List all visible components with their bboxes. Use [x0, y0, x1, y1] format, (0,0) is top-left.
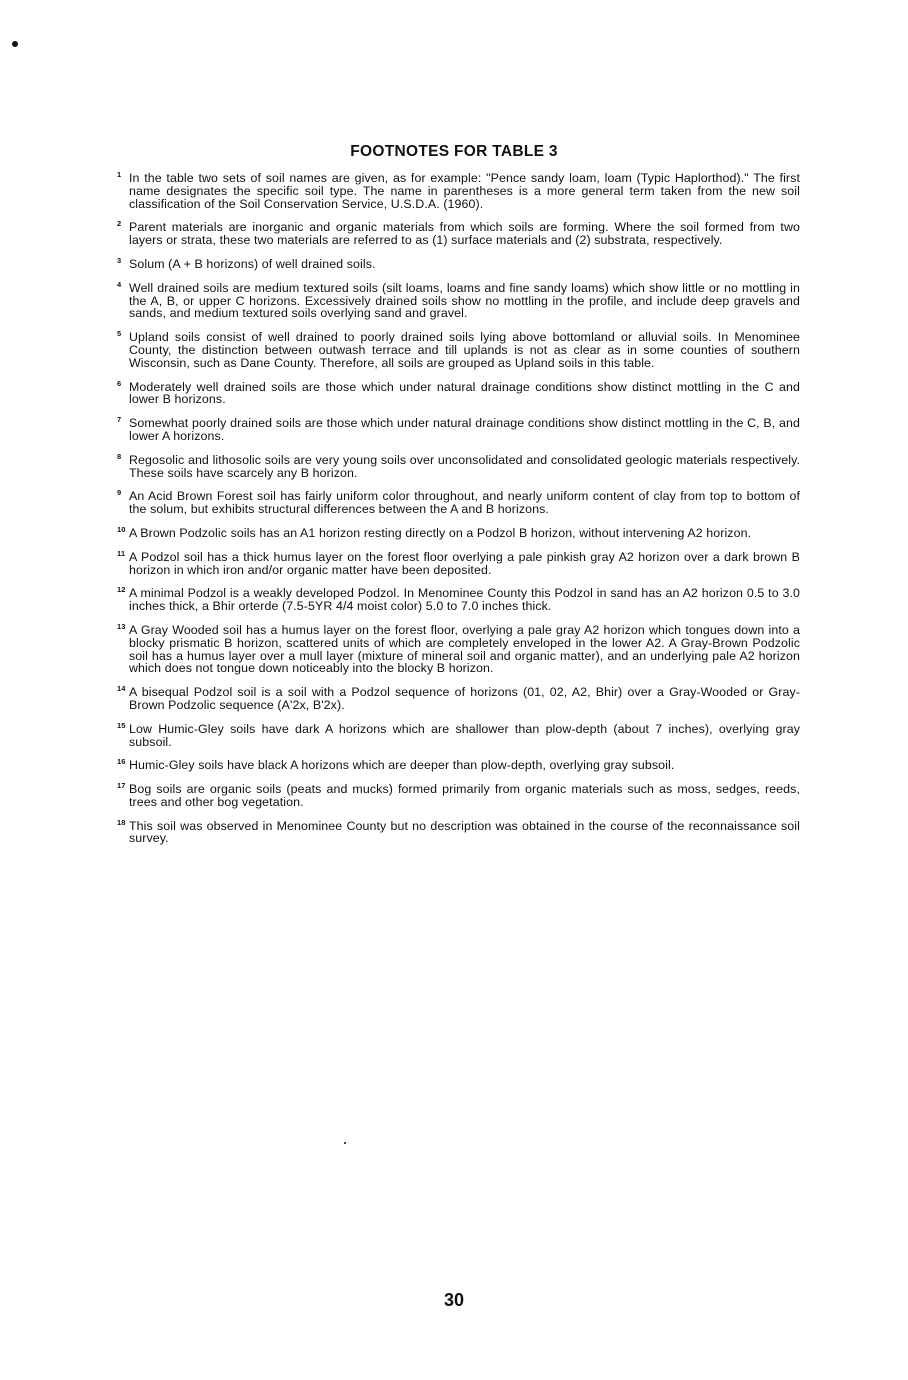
- footnote-number: 12: [117, 585, 126, 595]
- footnote-18: [117, 817, 800, 846]
- footnote-text: A Gray Wooded soil has a humus layer on the forest floor, overlying a pale gray A2 horizon which tongues down into a blocky prismatic B horizon, scattered units of which are completely enveloped in the lower A2. A Gray-Brown Podzolic soil has a humus layer over a mull layer (mixture of mineral soil and organic matter), and an underlying pale A2 horizon which does not tongue down noticeably into the blocky B horizon.: [129, 622, 800, 676]
- footnote-number: 5: [117, 329, 122, 339]
- footnote-number: 3: [117, 255, 122, 265]
- footnote-13: [117, 621, 800, 676]
- footnote-4: [117, 279, 800, 321]
- footnote-8: [117, 451, 800, 480]
- footnote-text: Well drained soils are medium textured soils (silt loams, loams and fine sandy loams) which show little or no mottling in the A, B, or upper C horizons. Excessively drained soils show no mottling in the profile, and include deep gravels and sands, and medium textured soils overlying sand and gravel.: [129, 280, 800, 321]
- page-number: 30: [443, 1290, 465, 1310]
- footnote-5: [117, 329, 800, 370]
- stray-mark: [344, 1142, 346, 1144]
- footnote-number: 4: [117, 279, 122, 289]
- footnote-14: [117, 684, 800, 712]
- footnote-16: [117, 757, 800, 773]
- footnote-15: [117, 720, 800, 749]
- footnote-text: A minimal Podzol is a weakly developed Podzol. In Menominee County this Podzol in sand has an A2 horizon 0.5 to 3.0 inches thick, a Bhir orterde (7.5-5YR 4/4 moist color) 5.0 to 7.0 inches thick.: [129, 586, 800, 614]
- footnote-number: 9: [117, 488, 122, 498]
- footnote-text: In the table two sets of soil names are given, as for example: "Pence sandy loam, loam (Typic Haplorthod)." The first name designates the specific soil type. The name in parentheses is a more general term taken from the new soil classification of the Soil Conservation Service, U.S.D.A. (1960).: [129, 171, 800, 211]
- footnote-text: An Acid Brown Forest soil has fairly uniform color throughout, and nearly uniform content of clay from top to bottom of the solum, but exhibits structural differences between the A and B horizons.: [129, 489, 800, 517]
- footnote-text: A Podzol soil has a thick humus layer on the forest floor overlying a pale pinkish gray A2 horizon over a dark brown B horizon in which iron and/or organic matter have been deposited.: [129, 549, 800, 577]
- footnote-7: [117, 415, 800, 443]
- footnote-12: [117, 585, 800, 614]
- footnote-number: 6: [117, 378, 122, 388]
- footnote-number: 11: [117, 548, 126, 558]
- footnote-number: 2: [117, 219, 122, 229]
- footnote-number: 17: [117, 781, 126, 791]
- footnote-text: Somewhat poorly drained soils are those which under natural drainage conditions show distinct mottling in the C, B, and lower A horizons.: [129, 416, 800, 443]
- footnote-text: Bog soils are organic soils (peats and mucks) formed primarily from organic materials such as moss, sedges, reeds, trees and other bog vegetation.: [129, 782, 800, 809]
- footnote-number: 16: [117, 757, 126, 767]
- page-title: FOOTNOTES FOR TABLE 3: [350, 143, 558, 161]
- footnote-number: 1: [117, 170, 122, 179]
- footnote-9: [117, 488, 800, 517]
- footnote-10: [117, 524, 800, 540]
- footnote-number: 14: [117, 684, 126, 694]
- footnote-list: [117, 170, 800, 856]
- footnote-1: [117, 170, 800, 211]
- footnote-2: [117, 219, 800, 248]
- footnote-text: Solum (A + B horizons) of well drained soils.: [129, 256, 376, 271]
- footnote-number: 15: [117, 720, 126, 730]
- footnote-text: This soil was observed in Menominee County but no description was obtained in the course of the reconnaissance soil survey.: [129, 818, 800, 846]
- footnote-11: [117, 548, 800, 577]
- footnote-text: Regosolic and lithosolic soils are very young soils over unconsolidated and consolidated geologic materials respectively. These soils have scarcely any B horizon.: [129, 452, 800, 480]
- footnote-3: [117, 255, 800, 271]
- footnote-number: 18: [117, 817, 126, 827]
- footnote-number: 10: [117, 524, 126, 534]
- footnote-text: Humic-Gley soils have black A horizons which are deeper than plow-depth, overlying gray subsoil.: [129, 758, 675, 773]
- margin-dot: [12, 41, 18, 47]
- footnote-text: A bisequal Podzol soil is a soil with a Podzol sequence of horizons (01, 02, A2, Bhir) over a Gray-Wooded or Gray-Brown Podzolic sequence (A'2x, B'2x).: [129, 685, 800, 712]
- footnote-text: Upland soils consist of well drained to poorly drained soils lying above bottomland or alluvial soils. In Menominee County, the distinction between outwash terrace and till uplands is not as clear as in some counties of southern Wisconsin, such as Dane County. Therefore, all soils are grouped as Upland soils in this table.: [129, 330, 800, 370]
- footnote-6: [117, 378, 800, 407]
- footnote-text: Moderately well drained soils are those which under natural drainage conditions show distinct mottling in the C and lower B horizons.: [129, 379, 800, 407]
- footnote-number: 13: [117, 621, 126, 631]
- footnote-text: Parent materials are inorganic and organic materials from which soils are forming. Where the soil formed from two layers or strata, these two materials are referred to as (1) surface materials and (2) substrata, respectively.: [129, 220, 800, 248]
- footnote-number: 7: [117, 415, 122, 425]
- footnote-text: Low Humic-Gley soils have dark A horizons which are shallower than plow-depth (about 7 inches), overlying gray subsoil.: [129, 721, 800, 749]
- footnote-text: A Brown Podzolic soils has an A1 horizon resting directly on a Podzol B horizon, without intervening A2 horizon.: [129, 525, 752, 540]
- footnote-17: [117, 781, 800, 809]
- footnote-number: 8: [117, 451, 122, 461]
